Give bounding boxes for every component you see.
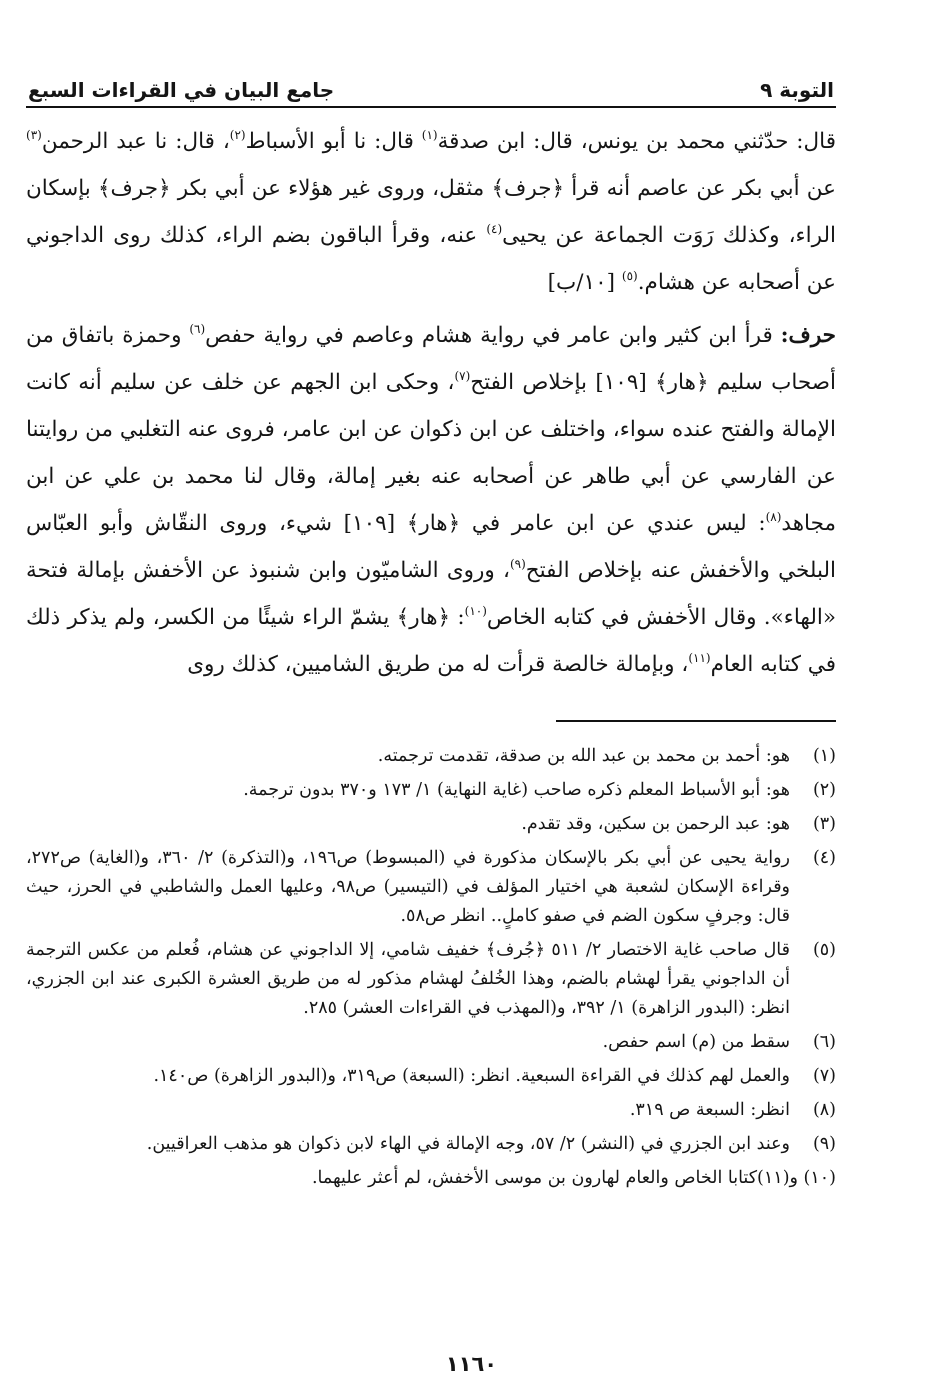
text-segment: : ليس عندي عن ابن عامر في ﴿هار﴾ [١٠٩] شيء، وروى النقّاش وأبو العبّاس البلخي والأخفش عنه بإخلاص الفتح — [26, 511, 837, 583]
footnote-text: كتابا الخاص والعام لهارون بن موسى الأخفش، لم أعثر عليهما. — [311, 1168, 758, 1188]
text-segment: وحمزة باتفاق من أصحاب سليم ﴿هار﴾ [١٠٩] بإخلاص الفتح — [26, 323, 836, 395]
footnote — [26, 1062, 836, 1091]
footnote — [26, 776, 836, 805]
footnote-text: انظر: السبعة ص ٣١٩. — [629, 1100, 790, 1120]
running-header — [28, 72, 834, 102]
footnote-number: (٢) — [812, 780, 836, 800]
footnote-text: هو: أبو الأسباط المعلم ذكره صاحب (غاية النهاية) ١/ ١٧٣ و٣٧٠ بدون ترجمة. — [243, 780, 790, 800]
footnote-separator — [556, 720, 836, 722]
footnote-marker: (٩) — [509, 557, 526, 571]
text-segment: : ﴿هار﴾ يشمّ الراء شيئًا من الكسر، ولم يذكر ذلك في كتابه العام — [26, 605, 836, 677]
text-segment: عنه، وقرأ الباقون بضم الراء، كذلك روى الداجوني عن أصحابه عن هشام. — [26, 223, 836, 295]
footnote — [26, 1164, 836, 1193]
footnote-text: هو: عبد الرحمن بن سكين، وقد تقدم. — [521, 814, 790, 834]
page-number: ١١٦٠ — [445, 1352, 498, 1376]
footnote-marker: (٧) — [454, 369, 471, 383]
footnote-text: قال صاحب غاية الاختصار ٢/ ٥١١ ﴿جُرف﴾ خفيف شامي، إلا الداجوني عن هشام، فُعلم من عكس الترجمة أن الداجوني يقرأ لهشام بالضم، وهذا الخُلفُ لهشام مذكور له من طريق العشرة الكبرى عند ابن الجزري، انظر: (البدور الزاهرة) ١/ ٣٩٢، و(المهذب في القراءات العشر) ٢٨٥. — [26, 940, 790, 1018]
footnote-marker: (١٠) — [464, 604, 487, 618]
footnote-number: (٦) — [812, 1032, 836, 1052]
text-segment: قال: نا أبو الأسباط — [245, 129, 422, 154]
footnote — [26, 810, 836, 839]
footnote — [26, 1028, 836, 1057]
footnote-marker: (٢) — [229, 128, 246, 142]
text-segment: [١٠/ب] — [547, 270, 622, 295]
paragraph — [26, 118, 836, 306]
footnotes — [26, 742, 836, 1198]
footnote-text: سقط من (م) اسم حفص. — [602, 1032, 790, 1052]
footnote — [26, 1130, 836, 1159]
footnote-marker: (٦) — [189, 322, 206, 336]
text-segment: ، وحكى ابن الجهم عن خلف عن سليم أنه كانت الإمالة والفتح عنده سواء، واختلف عن ابن ذكوان عن ابن عامر، فروى عنه التغلبي من روايتنا عن الفارسي عن أبي طاهر عن أصحابه عنه بغير إمالة، وقال لنا محمد بن علي عن ابن مجاهد — [26, 370, 836, 536]
footnote — [26, 936, 836, 1023]
footnote — [26, 844, 836, 931]
main-text — [26, 118, 836, 688]
footnote-number: (٤) — [812, 848, 836, 868]
footnote-marker: (٤) — [486, 222, 503, 236]
footnote-marker: (١) — [421, 128, 438, 142]
footnote-number: (٣) — [812, 814, 836, 834]
footnote-text: رواية يحيى عن أبي بكر بالإسكان مذكورة في (المبسوط) ص١٩٦، و(التذكرة) ٢/ ٣٦٠، و(الغاية) ص٢٧٢، وقراءة الإسكان لشعبة هي اختيار المؤلف في (التيسير) ص٩٨، وعليها العمل والشاطبي في الحرز، حيث قال: وجرفٍ سكون الضم في صفو كاملٍ.. انظر ص٥٨. — [26, 848, 791, 926]
footnote-marker: (٣) — [26, 128, 42, 142]
text-segment: عن أبي بكر عن عاصم أنه قرأ ﴿جرف﴾ مثقل، وروى غير هؤلاء عن أبي بكر ﴿جرف﴾ بإسكان الراء، وكذلك رَوَت الجماعة عن يحيى — [26, 176, 837, 248]
footnote-number: (٨) — [812, 1100, 836, 1120]
paragraph — [26, 312, 836, 688]
footnote-marker: (١١) — [688, 651, 711, 665]
header-rule — [26, 106, 836, 108]
surah-reference: التوبة ٩ — [760, 78, 834, 102]
footnote-marker: (٥) — [621, 269, 638, 283]
section-lead-word: حرف: — [780, 323, 836, 348]
text-segment: ، قال: نا عبد الرحمن — [41, 129, 230, 154]
footnote-text: والعمل لهم كذلك في القراءة السبعية. انظر: (السبعة) ص٣١٩، و(البدور الزاهرة) ص١٤٠. — [153, 1066, 790, 1086]
text-segment: ، وبإمالة خالصة قرأت له من طريق الشاميين، كذلك روى — [187, 652, 689, 677]
footnote-text: وعند ابن الجزري في (النشر) ٢/ ٥٧، وجه الإمالة في الهاء لابن ذكوان هو مذهب العراقيين. — [146, 1134, 790, 1154]
footnote — [26, 1096, 836, 1125]
text-segment: قرأ ابن كثير وابن عامر في رواية هشام وعاصم في رواية حفص — [205, 323, 781, 348]
footnote-number: (٧) — [812, 1066, 836, 1086]
footnote-marker: (٨) — [765, 510, 782, 524]
footnote-number: (١٠) و(١١) — [757, 1168, 836, 1188]
footnote-number: (٥) — [812, 940, 836, 960]
footnote-number: (٩) — [812, 1134, 836, 1154]
footnote — [26, 742, 836, 771]
footnote-number: (١) — [812, 746, 836, 766]
text-segment: ، وروى الشاميّون وابن شنبوذ عن الأخفش بإمالة فتحة «الهاء». وقال الأخفش في كتابه الخاص — [26, 558, 837, 630]
book-title: جامع البيان في القراءات السبع — [28, 78, 335, 102]
text-segment: قال: حدّثني محمد بن يونس، قال: ابن صدقة — [437, 129, 836, 154]
footnote-text: هو: أحمد بن محمد بن عبد الله بن صدقة، تقدمت ترجمته. — [377, 746, 790, 766]
